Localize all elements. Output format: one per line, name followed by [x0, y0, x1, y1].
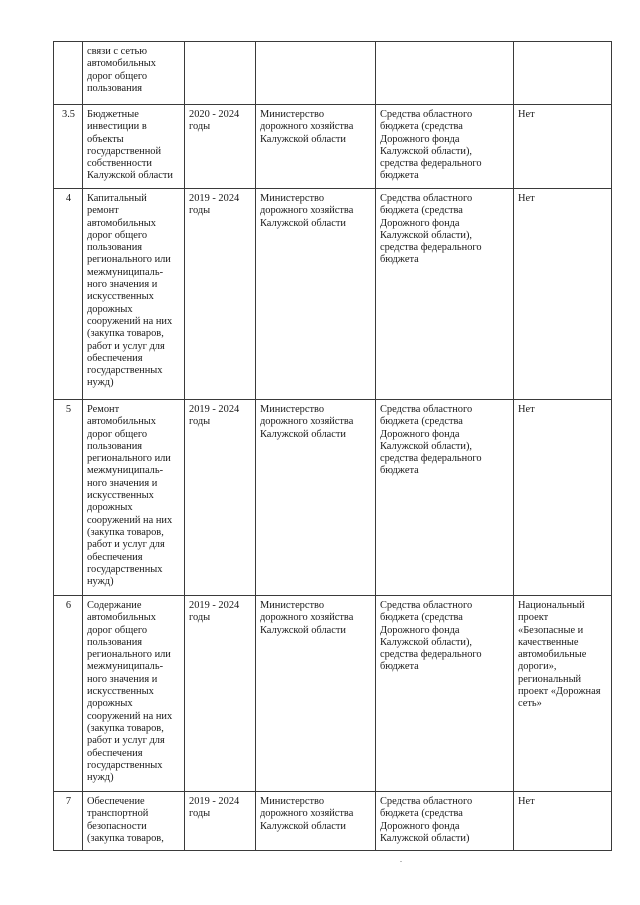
measure-name: Бюджетные инвестиции в объекты государственной собственности Калужской области	[83, 105, 185, 189]
table-row	[54, 189, 612, 400]
funding-source: Средства областного бюджета (средства Дорожного фонда Калужской области)	[376, 792, 514, 851]
implementation-period: 2019 - 2024 годы	[185, 400, 256, 596]
funding-source: Средства областного бюджета (средства Дорожного фонда Калужской области), средства федерального бюджета	[376, 400, 514, 596]
row-number: 7	[54, 792, 83, 851]
table-row	[54, 400, 612, 596]
funding-source: Средства областного бюджета (средства Дорожного фонда Калужской области), средства федерального бюджета	[376, 596, 514, 792]
related-project: Национальный проект «Безопасные и качественные автомобильные дороги», региональный проект «Дорожная сеть»	[514, 596, 612, 792]
implementation-period: 2020 - 2024 годы	[185, 105, 256, 189]
related-project: Нет	[514, 189, 612, 400]
related-project	[514, 42, 612, 105]
responsible-executor: Министерство дорожного хозяйства Калужской области	[256, 105, 376, 189]
implementation-period: 2019 - 2024 годы	[185, 792, 256, 851]
funding-source: Средства областного бюджета (средства Дорожного фонда Калужской области), средства федерального бюджета	[376, 189, 514, 400]
measure-name: связи с сетью автомобильных дорог общего пользования	[83, 42, 185, 105]
row-number: 6	[54, 596, 83, 792]
table-row	[54, 42, 612, 105]
measure-name: Содержание автомобильных дорог общего пользования регионального или межмуниципаль- ного значения и искусственных дорожных сооружений на них (закупка товаров, работ и услуг для обеспечения государственных нужд)	[83, 596, 185, 792]
row-number: 4	[54, 189, 83, 400]
scan-speck	[400, 861, 402, 862]
responsible-executor: Министерство дорожного хозяйства Калужской области	[256, 596, 376, 792]
table-row	[54, 596, 612, 792]
responsible-executor	[256, 42, 376, 105]
funding-source	[376, 42, 514, 105]
responsible-executor: Министерство дорожного хозяйства Калужской области	[256, 792, 376, 851]
responsible-executor: Министерство дорожного хозяйства Калужской области	[256, 189, 376, 400]
measure-name: Обеспечение транспортной безопасности (закупка товаров,	[83, 792, 185, 851]
funding-source: Средства областного бюджета (средства Дорожного фонда Калужской области), средства федерального бюджета	[376, 105, 514, 189]
measure-name: Капитальный ремонт автомобильных дорог общего пользования регионального или межмуниципаль- ного значения и искусственных дорожных сооружений на них (закупка товаров, работ и услуг для обеспечения государственных нужд)	[83, 189, 185, 400]
related-project: Нет	[514, 105, 612, 189]
related-project: Нет	[514, 400, 612, 596]
related-project: Нет	[514, 792, 612, 851]
table-row	[54, 792, 612, 851]
implementation-period: 2019 - 2024 годы	[185, 596, 256, 792]
measure-name: Ремонт автомобильных дорог общего пользования регионального или межмуниципаль- ного значения и искусственных дорожных сооружений на них (закупка товаров, работ и услуг для обеспечения государственных нужд)	[83, 400, 185, 596]
row-number	[54, 42, 83, 105]
row-number: 5	[54, 400, 83, 596]
implementation-period	[185, 42, 256, 105]
implementation-period: 2019 - 2024 годы	[185, 189, 256, 400]
table-row	[54, 105, 612, 189]
responsible-executor: Министерство дорожного хозяйства Калужской области	[256, 400, 376, 596]
row-number: 3.5	[54, 105, 83, 189]
measures-table	[53, 41, 612, 851]
